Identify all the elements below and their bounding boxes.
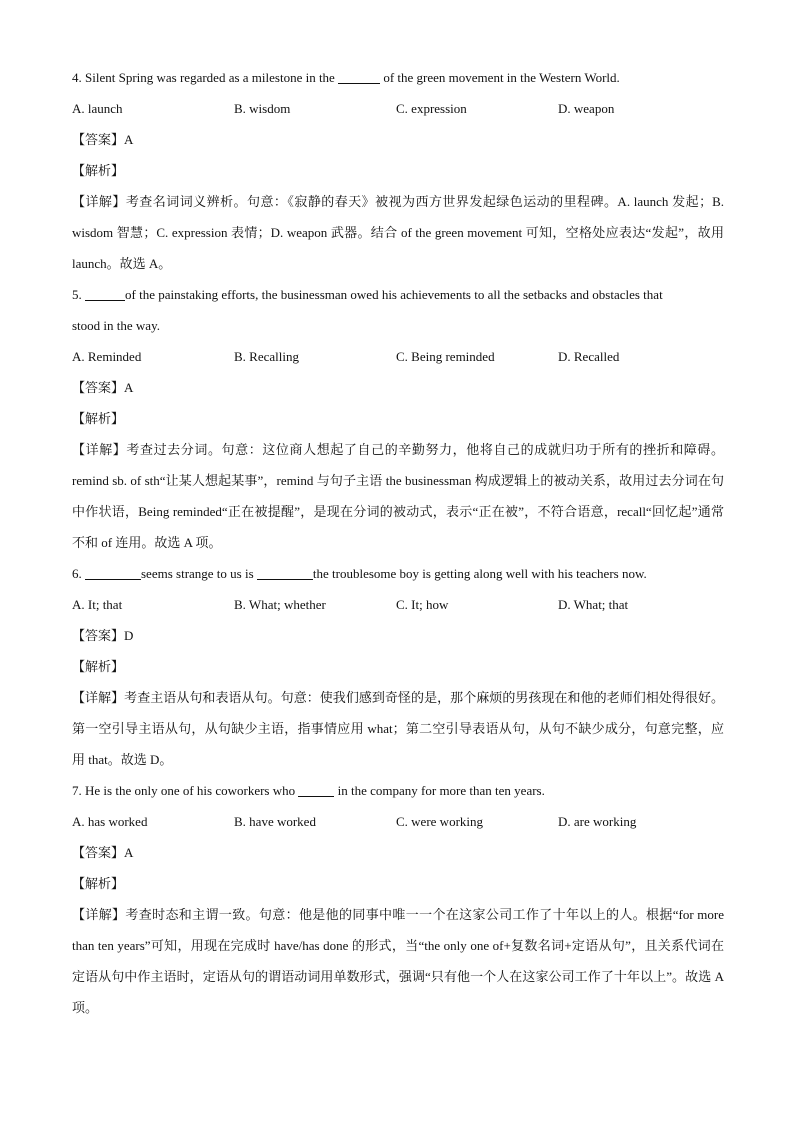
option-b: B. Recalling bbox=[234, 349, 299, 364]
options-row bbox=[72, 806, 724, 837]
answer-blank-2 bbox=[257, 565, 313, 580]
detail-explanation: 【详解】考查主语从句和表语从句。句意：使我们感到奇怪的是，那个麻烦的男孩现在和他的老师们相处得很好。第一空引导主语从句，从句缺少主语，指事情应用 what；第二空引导表语从句，从句不缺少成分，句意完整，应用 that。故选 D。 bbox=[72, 690, 724, 767]
analysis-label: 【解析】 bbox=[72, 163, 125, 178]
question-7 bbox=[72, 775, 724, 1023]
option-c: C. were working bbox=[396, 814, 484, 829]
analysis-label: 【解析】 bbox=[72, 411, 125, 426]
answer-label: 【答案】A bbox=[72, 380, 134, 395]
option-b: B. wisdom bbox=[234, 101, 291, 116]
question-stem: 7. He is the only one of his coworkers who in the company for more than ten years. bbox=[72, 783, 545, 798]
option-b: B. What; whether bbox=[234, 597, 326, 612]
question-stem: 5. of the painstaking efforts, the businessman owed his achievements to all the setbacks and obstacles that bbox=[72, 287, 663, 302]
options-row bbox=[72, 589, 724, 620]
document-page bbox=[72, 62, 724, 1023]
detail-explanation: 【详解】考查过去分词。句意：这位商人想起了自己的辛勤努力，他将自己的成就归功于所有的挫折和障碍。remind sb. of sth“让某人想起某事”，remind 与句子主语 the businessman 构成逻辑上的被动关系，故用过去分词在句中作状语，Being reminded“正在被提醒”，是现在分词的被动式，表示“正在被”，不符合语意，recall“回忆起”通常不和 of 连用。故选 A 项。 bbox=[72, 442, 724, 550]
question-6 bbox=[72, 558, 724, 775]
option-d: D. are working bbox=[558, 814, 637, 829]
answer-blank bbox=[338, 69, 380, 84]
option-d: D. Recalled bbox=[558, 349, 620, 364]
question-stem: 6. seems strange to us is the troublesome boy is getting along well with his teachers now. bbox=[72, 566, 647, 581]
question-stem-line2: stood in the way. bbox=[72, 318, 160, 333]
option-c: C. Being reminded bbox=[396, 349, 495, 364]
answer-label: 【答案】A bbox=[72, 132, 134, 147]
option-a: A. launch bbox=[72, 101, 123, 116]
answer-label: 【答案】A bbox=[72, 845, 134, 860]
answer-label: 【答案】D bbox=[72, 628, 134, 643]
answer-blank bbox=[298, 782, 334, 797]
options-row bbox=[72, 93, 724, 124]
analysis-label: 【解析】 bbox=[72, 659, 125, 674]
detail-explanation: 【详解】考查名词词义辨析。句意：《寂静的春天》被视为西方世界发起绿色运动的里程碑。A. launch 发起；B. wisdom 智慧；C. expression 表情；D. weapon 武器。结合 of the green movement 可知，空格处应表达“发起”，故用 launch。故选 A。 bbox=[72, 194, 724, 271]
answer-blank bbox=[85, 286, 125, 301]
analysis-label: 【解析】 bbox=[72, 876, 125, 891]
option-d: D. What; that bbox=[558, 597, 629, 612]
question-5 bbox=[72, 279, 724, 558]
question-4 bbox=[72, 62, 724, 279]
options-row bbox=[72, 341, 724, 372]
option-a: A. has worked bbox=[72, 814, 148, 829]
option-b: B. have worked bbox=[234, 814, 316, 829]
option-c: C. It; how bbox=[396, 597, 449, 612]
option-d: D. weapon bbox=[558, 101, 615, 116]
option-a: A. It; that bbox=[72, 597, 123, 612]
option-a: A. Reminded bbox=[72, 349, 142, 364]
detail-explanation: 【详解】考查时态和主谓一致。句意：他是他的同事中唯一一个在这家公司工作了十年以上的人。根据“for more than ten years”可知，用现在完成时 have/has done 的形式，当“the only one of+复数名词+定语从句”，且关系代词在定语从句中作主语时，定语从句的谓语动词用单数形式，强调“只有他一个人在这家公司工作了十年以上”。故选 A 项。 bbox=[72, 907, 724, 1015]
question-stem: 4. Silent Spring was regarded as a milestone in the of the green movement in the Western World. bbox=[72, 70, 620, 85]
option-c: C. expression bbox=[396, 101, 467, 116]
answer-blank-1 bbox=[85, 565, 141, 580]
